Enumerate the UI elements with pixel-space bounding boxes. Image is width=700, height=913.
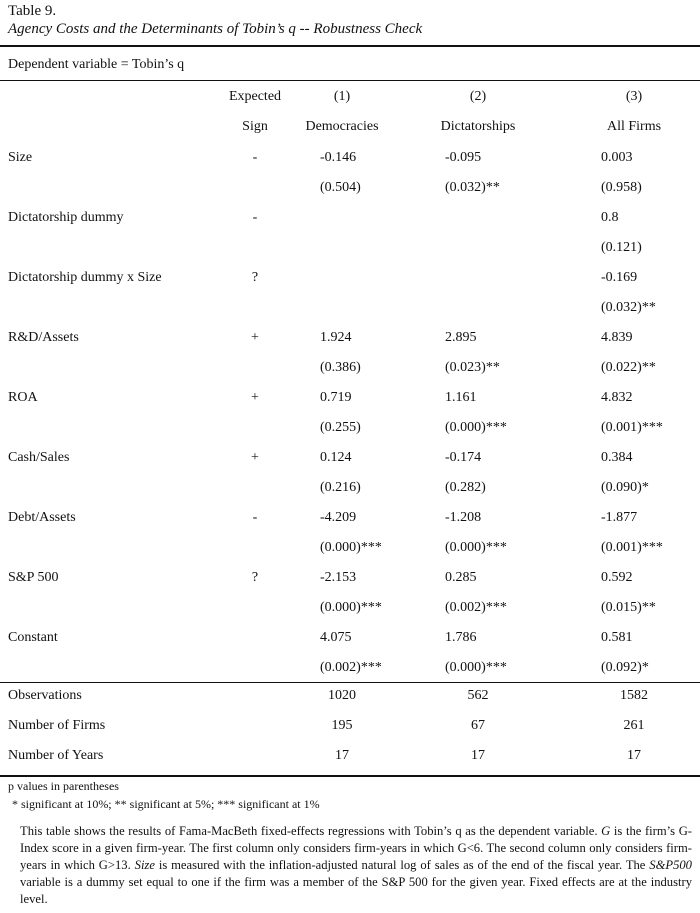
coef-dictatorships: 0.285 bbox=[445, 570, 477, 585]
coef-democracies: 0.719 bbox=[320, 390, 352, 405]
coef-democracies: 0.124 bbox=[320, 450, 352, 465]
row-label: S&P 500 bbox=[8, 570, 59, 585]
col1-number: (1) bbox=[333, 89, 351, 104]
col3-number: (3) bbox=[625, 89, 643, 104]
pvalue-all-firms: (0.001)*** bbox=[601, 540, 663, 555]
stats-label: Number of Firms bbox=[8, 718, 106, 733]
col1-name: Democracies bbox=[305, 119, 379, 134]
expected-sign: - bbox=[252, 150, 258, 165]
pvalue-all-firms: (0.015)** bbox=[601, 600, 656, 615]
pvalue-dictatorships: (0.000)*** bbox=[445, 420, 507, 435]
row-label: ROA bbox=[8, 390, 38, 405]
expected-sign: + bbox=[251, 390, 259, 405]
row-label: Debt/Assets bbox=[8, 510, 76, 525]
row-label: Size bbox=[8, 150, 33, 165]
expected-sign: - bbox=[252, 210, 258, 225]
coef-all-firms: 4.839 bbox=[601, 330, 633, 345]
expected-sign: - bbox=[252, 510, 258, 525]
coef-dictatorships: -0.174 bbox=[445, 450, 482, 465]
stats-dictatorships: 17 bbox=[471, 748, 485, 763]
stats-label: Observations bbox=[8, 688, 82, 703]
stats-democracies: 195 bbox=[331, 718, 353, 733]
pvalue-all-firms: (0.121) bbox=[601, 240, 642, 255]
row-label: R&D/Assets bbox=[8, 330, 79, 345]
dependent-variable-label: Dependent variable = Tobin’s q bbox=[8, 57, 185, 72]
description-part-4: variable is a dummy set equal to one if the firm was a member of the S&P 500 for the given year. Fixed effects are at the industry level. bbox=[20, 875, 692, 906]
pvalue-democracies: (0.386) bbox=[320, 360, 361, 375]
coef-dictatorships: 1.161 bbox=[445, 390, 477, 405]
stats-label: Number of Years bbox=[8, 748, 104, 763]
pvalue-dictatorships: (0.002)*** bbox=[445, 600, 507, 615]
stats-dictatorships: 562 bbox=[467, 688, 489, 703]
row-label: Dictatorship dummy bbox=[8, 210, 124, 225]
pvalue-democracies: (0.216) bbox=[320, 480, 361, 495]
coef-all-firms: 0.384 bbox=[601, 450, 633, 465]
coef-democracies: -0.146 bbox=[320, 150, 357, 165]
pvalue-democracies: (0.000)*** bbox=[320, 540, 382, 555]
table-description bbox=[20, 823, 692, 908]
pvalues-note: p values in parentheses bbox=[8, 779, 119, 793]
pvalue-dictatorships: (0.282) bbox=[445, 480, 486, 495]
coef-dictatorships: -0.095 bbox=[445, 150, 482, 165]
coef-all-firms: 0.581 bbox=[601, 630, 633, 645]
expected-sign-header-1: Expected bbox=[228, 89, 282, 104]
coef-dictatorships: 1.786 bbox=[445, 630, 477, 645]
coef-dictatorships: -1.208 bbox=[445, 510, 482, 525]
pvalue-democracies: (0.504) bbox=[320, 180, 361, 195]
expected-sign: + bbox=[251, 330, 259, 345]
stats-dictatorships: 67 bbox=[471, 718, 485, 733]
pvalue-democracies: (0.000)*** bbox=[320, 600, 382, 615]
pvalue-dictatorships: (0.000)*** bbox=[445, 540, 507, 555]
significance-note: * significant at 10%; ** significant at 5%; *** significant at 1% bbox=[12, 797, 320, 811]
coef-all-firms: 4.832 bbox=[601, 390, 633, 405]
coef-all-firms: 0.592 bbox=[601, 570, 633, 585]
row-label: Cash/Sales bbox=[8, 450, 70, 465]
pvalue-all-firms: (0.090)* bbox=[601, 480, 649, 495]
coef-all-firms: -0.169 bbox=[601, 270, 638, 285]
stats-rule-bottom bbox=[0, 775, 700, 777]
coef-all-firms: 0.8 bbox=[601, 210, 619, 225]
pvalue-dictatorships: (0.023)** bbox=[445, 360, 500, 375]
pvalue-all-firms: (0.022)** bbox=[601, 360, 656, 375]
description-g-italic: G bbox=[601, 824, 611, 838]
stats-rule-top bbox=[0, 682, 700, 683]
pvalue-dictatorships: (0.000)*** bbox=[445, 660, 507, 675]
pvalue-dictatorships: (0.032)** bbox=[445, 180, 500, 195]
description-sp500-italic: S&P500 bbox=[649, 858, 692, 872]
pvalue-all-firms: (0.001)*** bbox=[601, 420, 663, 435]
expected-sign: ? bbox=[251, 570, 259, 585]
row-label: Dictatorship dummy x Size bbox=[8, 270, 162, 285]
stats-all-firms: 17 bbox=[627, 748, 641, 763]
description-part-3: is measured with the inflation-adjusted natural log of sales as of the end of the fiscal year. The bbox=[154, 858, 650, 872]
stats-all-firms: 1582 bbox=[620, 688, 648, 703]
col2-name: Dictatorships bbox=[440, 119, 516, 134]
description-part-2: is the firm’s G-Index score in a given firm-year. The first column only considers firm-years in which G<6. The second column only considers firm-years in which G>13. bbox=[20, 824, 693, 872]
coef-dictatorships: 2.895 bbox=[445, 330, 477, 345]
pvalue-democracies: (0.002)*** bbox=[320, 660, 382, 675]
pvalue-all-firms: (0.032)** bbox=[601, 300, 656, 315]
stats-democracies: 1020 bbox=[328, 688, 356, 703]
description-size-italic: Size bbox=[134, 858, 155, 872]
pvalue-all-firms: (0.092)* bbox=[601, 660, 649, 675]
header-rule bbox=[0, 80, 700, 81]
stats-democracies: 17 bbox=[335, 748, 349, 763]
stats-all-firms: 261 bbox=[623, 718, 645, 733]
expected-sign: + bbox=[251, 450, 259, 465]
top-rule bbox=[0, 45, 700, 47]
col3-name: All Firms bbox=[606, 119, 662, 134]
table-title: Agency Costs and the Determinants of Tobin’s q -- Robustness Check bbox=[8, 21, 423, 37]
description-part-1: This table shows the results of Fama-MacBeth fixed-effects regressions with Tobin’s q as the dependent variable. bbox=[20, 824, 602, 838]
row-label: Constant bbox=[8, 630, 58, 645]
coef-all-firms: 0.003 bbox=[601, 150, 633, 165]
expected-sign-header-2: Sign bbox=[242, 119, 268, 134]
coef-democracies: -2.153 bbox=[320, 570, 357, 585]
coef-democracies: -4.209 bbox=[320, 510, 357, 525]
table-label: Table 9. bbox=[8, 3, 57, 19]
expected-sign: ? bbox=[251, 270, 259, 285]
pvalue-all-firms: (0.958) bbox=[601, 180, 642, 195]
pvalue-democracies: (0.255) bbox=[320, 420, 361, 435]
coef-democracies: 1.924 bbox=[320, 330, 352, 345]
coef-democracies: 4.075 bbox=[320, 630, 352, 645]
coef-all-firms: -1.877 bbox=[601, 510, 638, 525]
col2-number: (2) bbox=[469, 89, 487, 104]
